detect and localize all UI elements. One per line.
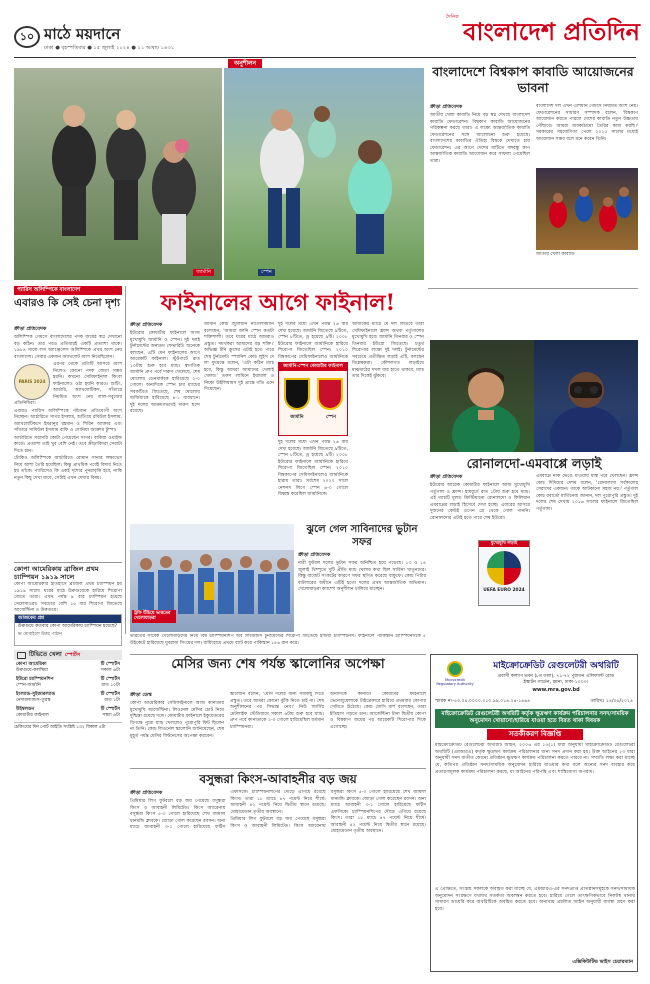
kabaddi-col1 [430, 104, 530, 286]
quiz-head: আজকের প্রশ্ন [15, 615, 121, 623]
mra-notice-head: মাইক্রোক্রেডিট রেগুলেটরী অথরিটি কর্তৃক ক্ষুদ্রঋণ কার্যক্রম পরিচালনার সনদ/সাময়িক অনুমোদন খোয়ানো/হারিয়ে যাওয়া হতে বিরত থাকা বিষয়ক [435, 709, 635, 728]
quarterfinal-box-title: জার্মানি-স্পেন কোয়ার্টার ফাইনাল [279, 363, 347, 371]
brand-logo: বাংলাদেশ প্রতিদিন [463, 17, 640, 46]
main-col-1-text: ইউরোর কোয়ার্টার ফাইনালে আজ মুখোমুখি জার্মানি ও স্পেন। দুই দলই টুর্নামেন্টের অন্যতম ফেভারিট। অনেকে বলছেন, এটি যেন ফাইনালের আগে আরেকটি ফাইনাল। স্টুটগার্টে রাত ১০টায় শুরু হবে ম্যাচ। স্বাগতিক জার্মানি গ্রুপ পর্বে দারুণ খেলেছে, শেষ ষোলোয় ডেনমার্ককে হারিয়েছে ২-০ গোলে। অন্যদিকে স্পেন চার ম্যাচের সবকটিতে জিতেছে, শেষ ষোলোয় জর্জিয়াকে হারিয়েছে ৪-১ ব্যবধানে। দুই দলের আক্রমণভাগই দারুণ ছন্দে রয়েছে। [130, 331, 200, 415]
mra-memo: স্মারক নং-৫৩.০৪.০০০০.০১০.৯৯.০১৪.২৪-১৪৬৪ [435, 699, 531, 704]
messi-col1-text: কোপা আমেরিকার সেমিফাইনালে আজ কানাডার মুখোমুখি আর্জেন্টিনা। লিওনেল মেসির চোট নিয়ে দুশ্চিন্তা রয়েছে দলে। কোয়ার্টার ফাইনালে ইকুয়েডরের বিপক্ষে পুরো ম্যাচ খেললেও পুরোপুরি ফিট ছিলেন না তিনি। কোচ লিওনেল স্কালোনি জানিয়েছেন, শেষ মুহূর্ত পর্যন্ত মেসির ফিটনেসের অপেক্ষা করবেন। [130, 701, 224, 739]
ronaldo-byline: ক্রীড়া প্রতিবেদক [430, 474, 463, 480]
mra-banner: সতর্কীকরণ বিজ্ঞপ্তি [487, 729, 583, 740]
tv-row-event: উরুগুয়ে-কলম্বিয়া [16, 668, 49, 674]
tv-schedule [14, 650, 122, 972]
kabaddi-players [536, 168, 638, 250]
india-legends-photo [130, 524, 294, 632]
main-col-3 [278, 322, 348, 358]
quiz-box [14, 614, 122, 646]
kings-byline: ক্রীড়া প্রতিবেদক [130, 790, 163, 796]
kabaddi-bottom-rule [428, 288, 638, 289]
section-title: মাঠে ময়দানে [44, 25, 121, 43]
tv-row [16, 683, 120, 689]
ronaldo-figure [430, 340, 534, 452]
masthead-rule [14, 57, 636, 58]
trophy-tag: ট্রফি উঁচিয়ে ভারতের খেলোয়াড়রা [132, 610, 176, 623]
page-number: ১০ [14, 26, 40, 48]
messi-col2 [230, 692, 324, 764]
tv-row-event: ইউরো চ্যাম্পিয়নশিপ [16, 677, 54, 683]
main-col-2 [204, 322, 274, 518]
paris-badge [14, 364, 50, 400]
tv-row-event: ইংল্যান্ড-সুইজারল্যান্ড [16, 691, 56, 697]
quiz-option[interactable]: ✉ মোবাইলে উত্তর পাঠান [18, 631, 62, 637]
tv-row-channel: রাত ১টা [104, 697, 120, 703]
tv-row [16, 713, 120, 719]
ronaldo-photo [430, 340, 534, 452]
kings-headline: বসুন্ধরা কিংস-আবাহনীর বড় জয় [199, 772, 357, 786]
date-line: ঢাকা ● বৃহস্পতিবার ● ১৫ জুলাই ২০২৪ ● ২১ আষাঢ় ১৪৩১ [44, 45, 175, 51]
main-col-4 [352, 322, 424, 518]
main-col-1 [130, 322, 200, 518]
olympics-para-1: অলিম্পিক গেমসে বাংলাদেশের পদক জয়ের স্বপ্ন দেখানো বড় কঠিন। তার পরও প্রতিবারই একটি প্রত্যাশা থাকে। ১৯৮৪ সালে লস অ্যাঞ্জেলেস অলিম্পিকে প্রথম অংশ নেয় বাংলাদেশ। সেবার একজন অ্যাথলেট অংশ নিয়েছিলেন। [14, 335, 122, 360]
mra-signature: এক্সিকিউটিভ ভাইস চেয়ারম্যান [572, 959, 633, 965]
brand-sub: দৈনিক [446, 14, 459, 20]
olympics-headline: এবারও কি সেই চেনা দৃশ্য [14, 297, 121, 309]
ronaldo-headline: রোনালদো-এমবাপ্পে লড়াই [466, 457, 602, 472]
germany-players-photo [14, 68, 222, 280]
tv-row-channel: সকাল ৬টা [100, 668, 120, 674]
tv-row-event: নেদারল্যান্ডস-তুরস্ক [16, 697, 51, 703]
tv-row-event: উইম্বলডন [16, 706, 35, 712]
team2-label: স্পেন [326, 415, 336, 420]
kings-text: প্রিমিয়ার লিগ ফুটবলে বড় জয় পেয়েছে বসুন্ধরা কিংস ও আবাহনী লিমিটেড। কিংস অ্যারেনায় বসুন্ধরা কিংস ৫-০ গোলে হারিয়েছে শেখ জামাল ধানমন্ডি ক্লাবকে। জোড়া গোল করেছেন রবসন। অন্য ম্যাচে আবাহনী ৩-১ গোলে হারিয়েছে ফর্টিস এফসিকে। চ্যাম্পিয়নশিপের দৌড়ে এগিয়ে রয়েছে কিংস। তারা ১৮ ম্যাচে ৪৭ পয়েন্ট নিয়ে শীর্ষে। আবাহনী ৪২ পয়েন্ট নিয়ে দ্বিতীয় স্থানে রয়েছে। মোহামেডান তৃতীয় অবস্থানে। [130, 790, 326, 831]
main-byline: ক্রীড়া প্রতিবেদক [130, 322, 163, 328]
tv-row [16, 668, 120, 674]
messi-col1 [130, 692, 224, 764]
kings-top-rule [130, 768, 426, 769]
ronaldo-col2 [536, 474, 638, 642]
tv-row-event: স্পেন-জার্মানি [16, 683, 41, 688]
sabina-text: নারী ফুটবল দলের ভুটান সফর অনিশ্চিত হয়ে পড়েছে। ১৩ ও ১৪ জুলাই থিম্পুতে দুটি প্রীতি ম্যাচ খেলার কথা ছিল সাবিনা খাতুনদের। কিন্তু বাজেট সংকটের কারণে সফর স্থগিত করেছে বাফুফে। কোচ পিটার বাটলারের অধীনে এটিই হতো দলের প্রথম আন্তর্জাতিক অভিযান। খেলোয়াড়রা ক্যাম্পে অনুশীলন চালিয়ে যাচ্ছেন। [298, 561, 426, 593]
mra-notice [430, 654, 638, 972]
olympics-byline: ক্রীড়া প্রতিবেদক [14, 326, 47, 332]
olympics-body [14, 326, 122, 558]
germany-crest [284, 378, 310, 410]
mra-org: মাইক্রোক্রেডিট রেগুলেটরী অথরিটি [493, 661, 619, 671]
left-bottom-rule [14, 562, 122, 563]
tv-row-event: কোয়ার্টার ফাইনাল [16, 712, 49, 718]
euro-label: UEFA EURO 2024 [483, 587, 525, 593]
kabaddi-col2 [536, 104, 638, 166]
kabaddi-byline: ক্রীড়া প্রতিবেদক [430, 104, 463, 110]
paris-badge-text: PARIS 2024 [18, 379, 46, 385]
ronaldo-col2-text: এমবাপ্পে নাক ভেঙে যাওয়ায় মাস্ক পরে খেলছেন। ফ্রান্স কোচ দিদিয়ের দেশম বলেন, 'রোনালদো সর্বকালের সেরাদের একজন। তাকে আটকানো সহজ নয়।' পর্তুগাল কোচ রবার্তো মার্তিনেজ জানান, দল পুরোপুরি প্রস্তুত। দুই দলের শেষ দেখায় ২০১৬ সালের ফাইনালে জিতেছিল পর্তুগাল। [536, 474, 638, 512]
tv-title: টিভিতে খেলা [29, 651, 62, 658]
messi-col3-text: অন্যদিকে কানাডা কোয়ার্টার ফাইনালে ভেনেজুয়েলাকে টাইব্রেকারে হারিয়ে প্রথমবার কোপার সেমিতে উঠেছে। কোচ জেসি মার্শ বলেছেন, তারা ইতিহাস গড়তে চান। আর্জেন্টিনা টানা দ্বিতীয় কোপা ও বিশ্বকাপ জয়ের পর আরেকটি শিরোপার দিকে এগোচ্ছে। [330, 692, 426, 730]
tv-row-channel: রাত ১০টা [101, 683, 120, 688]
sabina-byline: ক্রীড়া প্রতিবেদক [298, 552, 331, 558]
messi-top-rule [130, 654, 426, 655]
photo-label-spain: স্পেন [258, 269, 275, 276]
kings-body [130, 790, 426, 972]
copa-body [14, 582, 122, 612]
mra-web[interactable]: www.mra.gov.bd [532, 687, 580, 693]
germany-players-figures [14, 68, 222, 280]
photo-label-germany: জার্মানি [193, 269, 214, 276]
messi-col2-text: স্কালোনি বলেন, 'মেসি দলের জন্য সবকিছু দিতে প্রস্তুত। তবে আমরা কোনো ঝুঁকি নিতে চাই না। শেষ অনুশীলনের পর সিদ্ধান্ত নেব।' নিউ জার্সির মেটলাইফ স্টেডিয়ামে সকাল ৬টায় শুরু হবে ম্যাচ। গ্রুপ পর্বে কানাডাকে ২-০ গোলে হারিয়েছিল বর্তমান চ্যাম্পিয়নরা। [230, 692, 324, 730]
mra-para2: এ প্রেক্ষিতে, সংশ্লিষ্ট সকলকে অবহিত করা যাচ্ছে যে, এমআরএ-এর সনদপ্রাপ্ত প্রতিষ্ঠানসমূহকে সনদ/সাময়িক অনুমোদন সংরক্ষণে যথাযথ সতর্কতা অবলম্বন করতে হবে। হারিয়ে গেলে তাৎক্ষণিকভাবে নিকটস্থ থানায় সাধারণ ডায়েরি করে অথরিটিকে অবহিত করতে হবে। অন্যথায় প্রচলিত আইন অনুযায়ী ব্যবস্থা গ্রহণ করা হবে। [435, 887, 635, 913]
tv-footer: চেকিংয়ের দিন পোর্ট আইডি সংশ্লিষ্ট ১৩২ বিকাল ৪টা [14, 722, 122, 731]
messi-byline: ক্রীড়া ডেস্ক [130, 692, 152, 698]
spain-players-figures [224, 68, 424, 280]
main-col-3-text: দুই দলের মধ্যে এখন পর্যন্ত ২৬ বার দেখা হয়েছে। জার্মানি জিতেছে ৯টিতে, স্পেন ৮টিতে, ড্র হয়েছে ৯টি। ২০০৮ ইউরোর ফাইনালে জার্মানিকে হারিয়ে শিরোপা জিতেছিল স্পেন। ২০১০ বিশ্বকাপের সেমিফাইনালেও জার্মানিকে [278, 322, 348, 358]
kabaddi-headline: বাংলাদেশে বিশ্বকাপ কাবাডি আয়োজনের ভাবনা [432, 64, 634, 96]
tv-rows [14, 660, 122, 719]
mra-logo [435, 661, 475, 695]
olympics-para-3: এবারও প্যারিস অলিম্পিকে পাঁচজন প্রতিযোগী অংশ নিচ্ছেন। আর্চারিতে সাগর ইসলাম, শুটিংয়ে রবিউল ইসলাম, অ্যাথলেটিকসে ইমরানুর রহমান ও শিরিন আক্তার এবং সাঁতারে সামিউল ইসলাম রাফি ও সোনিয়া আক্তার টুম্পা। [14, 408, 122, 434]
tv-row-channel: টি স্পোর্টস [100, 662, 120, 668]
mra-date: তারিখঃ ২৪/০৬/২০২৪ [590, 699, 633, 704]
euro-stats-box [478, 540, 530, 606]
tv-row-channel: টি স্পোর্টস [100, 706, 120, 712]
euro-stats-title: মুখোমুখি লড়াই [479, 541, 529, 547]
spain-crest [317, 378, 343, 410]
messi-col3 [330, 692, 426, 764]
tv-row-channel: টি স্পোর্টস [100, 691, 120, 697]
main-col-4-text: আজকের ম্যাচে যে দল জিতবে তারা সেমিফাইনালে ফ্রান্স অথবা পর্তুগালের মুখোমুখি হবে। জার্মানি তিনবার ও স্পেন তিনবার ইউরো জিতেছে। চতুর্থ শিরোপার লক্ষ্যে দুই দলই। টুর্নামেন্টের সবচেয়ে প্রতীক্ষিত লড়াই এটি, বলছেন বিশ্লেষকরা। কৌশলগত লড়াইয়ে মাঝমাঠের দখল যার হাতে থাকবে, ম্যাচ তার দিকেই ঝুঁকবে। [352, 322, 424, 380]
quiz-question: উরুগুয়ে কতবার কোপা আমেরিকায় চ্যাম্পিয়ন হয়েছে? [18, 624, 118, 630]
tv-icon [17, 652, 26, 659]
main-headline: ফাইনালের আগে ফাইনাল! [160, 290, 396, 316]
team1-label: জার্মানি [290, 415, 304, 420]
main-col-3b [278, 440, 348, 518]
india-legends-caption-text: ভারতের সাবেক খেলোয়াড়দের নিয়ে বিশ্ব চ্যাম্পিয়নশিপ অব লিজেন্ডস টুর্নামেন্টের শিরোপা জিতেছে ইন্ডিয়া চ্যাম্পিয়নস। ফাইনালে পাকিস্তান চ্যাম্পিয়নসকে ৫ উইকেটে হারিয়েছে যুবরাজ সিংয়ের দল। বার্মিংহামে প্রথমে ব্যাট করে পাকিস্তান ১৫৬ রান করে। [130, 634, 426, 646]
mbappe-figure [534, 340, 638, 452]
main-col-2-text: জার্মান কোচ জুলিয়ান নাগেলসম্যান বলেছেন, 'আমরা জানি স্পেন কতটা শক্তিশালী। তবে ঘরের মাঠে আমরাও প্রস্তুত। সমর্থকরা আমাদের বড় শক্তি।' অভিজ্ঞ টনি ক্রুসের এটাই হতে পারে শেষ টুর্নামেন্ট। স্প্যানিশ কোচ লুইস দে লা ফুয়েন্তে বলেন, 'এটা কঠিন ম্যাচ হবে, কিন্তু আমরা আমাদের খেলাই খেলব।' তরুণ লামিনে ইয়ামাল ও নিকো উইলিয়ামস দুই প্রান্তে গতি এনে দিয়েছেন। [204, 322, 274, 393]
practice-tag: অনুশীলন [228, 59, 262, 69]
olympics-para-4: আর্চারিতে সরাসরি কোটা পেয়েছেন সাগর। বাকিরা ওয়াইল্ড কার্ডে। প্রত্যাশা তাই খুব বেশি নেই। তবে ক্রীড়াবিদরা সেরাটা দিতে চান। [14, 435, 122, 454]
olympics-para-5: টোকিও অলিম্পিকে আর্চারিতে রোমান সানার লক্ষ্যভেদ নিয়ে আশা তৈরি হয়েছিল। কিন্তু প্রাথমিক পর্বেই বিদায় নিতে হয় তাঁকে। প্যারিসেও কি একই দৃশ্যের পুনরাবৃত্তি হবে, নাকি নতুন কিছু দেখা যাবে, সেটাই এখন দেখার বিষয়। [14, 456, 122, 481]
quarterfinal-box [278, 362, 348, 436]
kabaddi-caption-text: জাতীয় খেলা কাবাডি [536, 252, 575, 257]
mra-addr1: প্রবাসী কল্যাণ ভবন (৮ম তলা), ৭১-৭২ পুরাতন এলিফ্যান্ট রোড [497, 674, 615, 679]
main-col-3b-text: দুই দলের মধ্যে এখন পর্যন্ত ২৬ বার দেখা হয়েছে। জার্মানি জিতেছে ৯টিতে, স্পেন ৮টিতে, ড্র হয়েছে ৯টি। ২০০৮ ইউরোর ফাইনালে জার্মানিকে হারিয়ে শিরোপা জিতেছিল স্পেন। ২০১০ বিশ্বকাপের সেমিফাইনালেও জার্মানিকে হারায় তারা। সর্বশেষ ২০২০ সালে নেশনস লিগে স্পেন ৬-০ গোলে বিধ্বস্ত করেছিল জার্মানিকে। [278, 440, 348, 498]
tv-row-event: কোপা আমেরিকা [16, 662, 47, 668]
kabaddi-photo [536, 168, 638, 250]
kings-text-2: প্রিমিয়ার লিগ ফুটবলে বড় জয় পেয়েছে বসুন্ধরা কিংস ও আবাহনী লিমিটেড। কিংস অ্যারেনায় বসুন্ধরা কিংস ৫-০ গোলে হারিয়েছে শেখ জামাল ধানমন্ডি ক্লাবকে। জোড়া গোল করেছেন রবসন। অন্য ম্যাচে আবাহনী ৩-১ গোলে হারিয়েছে ফর্টিস এফসিকে। চ্যাম্পিয়নশিপের দৌড়ে এগিয়ে রয়েছে কিংস। তারা ১৮ ম্যাচে ৪৭ পয়েন্ট নিয়ে শীর্ষে। আবাহনী ৪২ পয়েন্ট নিয়ে দ্বিতীয় স্থানে রয়েছে। মোহামেডান তৃতীয় অবস্থানে। [230, 790, 426, 835]
mbappe-photo [534, 340, 638, 452]
sabina-headline: ঝুলে গেল সাবিনাদের ভুটান সফর [306, 524, 418, 548]
ronaldo-col1-text: ইউরোর আরেক কোয়ার্টার ফাইনালে আজ মুখোমুখি পর্তুগাল ও ফ্রান্স। হামবুর্গে রাত ১টায় শুরু হবে ম্যাচ। এই ম্যাচটি মূলত ক্রিস্টিয়ানো রোনালদো ও কিলিয়ান এমবাপ্পের লড়াই হিসেবে দেখা হচ্ছে। এবারের আসরে দুজনের কেউই ওপেন প্লে থেকে গোল পাননি। রোনালদোর এটাই হতে পারে শেষ ইউরো। [430, 483, 530, 521]
india-legends-caption [130, 634, 426, 652]
kabaddi-text-1: জাতীয় খেলা কাবাডি নিয়ে বড় স্বপ্ন দেখছে বাংলাদেশ কাবাডি ফেডারেশন। বিশ্বকাপ কাবাডি আয়োজনের পরিকল্পনা করছে তারা। এ লক্ষ্যে আন্তর্জাতিক কাবাডি ফেডারেশনের সঙ্গে আলোচনা শুরু হয়েছে। বাংলাদেশের কাবাডির ঐতিহ্য বিশ্বকে দেখাতে চায় ফেডারেশন। এর আগে দেশের মাটিতে বঙ্গবন্ধু কাপ আন্তর্জাতিক কাবাডি আয়োজন করে সাফল্য পেয়েছিল তারা। [430, 113, 530, 164]
left-column-rule [125, 286, 126, 634]
euro-logo [487, 551, 521, 585]
olympics-kicker: প্যারিস অলিম্পিকে বাংলাদেশ [14, 286, 122, 295]
messi-headline: মেসির জন্য শেষ পর্যন্ত স্কালোনির অপেক্ষা [171, 657, 385, 672]
tv-row-channel: টি স্পোর্টস [100, 677, 120, 683]
tv-row [16, 698, 120, 704]
tv-sub: স্পোর্টস [64, 651, 81, 658]
mra-logo-icon [447, 661, 463, 677]
sabina-body [298, 552, 426, 632]
mra-addr2: ইস্কাটন গার্ডেন, রমনা, ঢাকা-১০০০। [523, 680, 589, 685]
masthead [0, 0, 650, 58]
kabaddi-caption [536, 252, 638, 286]
copa-text: কোপা আমেরিকার ইতিহাসে ব্রাজিল প্রথম চ্যাম্পিয়ন হয় ১৯১৯ সালে। ঘরের মাঠে উরুগুয়েকে হারিয়ে শিরোপা জেতে তারা। এখন পর্যন্ত ৯ বার চ্যাম্পিয়ন হয়েছে সেলেসাওরা। সবচেয়ে বেশি ১৫ বার শিরোপা জিতেছে আর্জেন্টিনা ও উরুগুয়ে। [14, 582, 122, 612]
kabaddi-text-2: বাংলাদেশ দল এখন এশিয়ান গেমসে নিয়মিত অংশ নেয়। ফেডারেশনের সাধারণ সম্পাদক বলেন, 'বিশ্বকাপ আয়োজন করতে পারলে দেশের কাবাডি নতুন উচ্চতায় পৌঁছাবে। আমরা অবকাঠামো তৈরির কাজ করছি।' সরকারের সহযোগিতা পেলে ২০২৫ সালের মধ্যেই আয়োজন সম্ভব বলে মনে করেন তিনি। [536, 104, 638, 142]
mra-logo-text: Microcredit Regulatory Authority [436, 678, 474, 687]
copa-headline: কোপা আমেরিকায় ব্রাজিল প্রথম চ্যাম্পিয়ন ১৯১৯ সালে [14, 565, 99, 582]
tv-schedule-header [14, 650, 122, 660]
mra-para1: মাইক্রোক্রেডিট রেগুলেটরী অথরিটি আইন, ২০০৬ এর ১৫(১) ধারা অনুযায়ী মাইক্রোক্রেডিট রেগুলেটরী অথরিটি (এমআরএ) কর্তৃক ক্ষুদ্রঋণ কার্যক্রম পরিচালনার জন্য সনদ প্রদান করা হয়। উক্ত আইনের ২৩ ধারা অনুযায়ী সনদ ব্যতীত কোনো প্রতিষ্ঠান ক্ষুদ্রঋণ কার্যক্রম পরিচালনা করতে পারবে না। সম্প্রতি লক্ষ্য করা যাচ্ছে যে, কতিপয় প্রতিষ্ঠান সনদ/সাময়িক অনুমোদন হারিয়ে যাওয়ার কথা বলে অন্যের সনদ ব্যবহার করে প্রতারণামূলক কার্যক্রম পরিচালনা করছে, যা আইনের পরিপন্থি এবং শাস্তিযোগ্য অপরাধ। [435, 743, 635, 775]
olympics-para-2: এরপর থেকে প্রতিটি আসরে অংশ নিলেও কোনো পদক জেতা সম্ভব হয়নি। কখনো সেমিফাইনাল কিংবা ফাইনালেও ওঠা হয়নি কারও। শুটিং, আর্চারি, অ্যাথলেটিকস, সাঁতারে নিয়মিত অংশ নেয় লাল-সবুজের প্রতিনিধিরা। [14, 362, 122, 407]
tv-row-channel: সন্ধ্যা ৬টা [102, 712, 120, 718]
spain-players-photo [224, 68, 424, 280]
